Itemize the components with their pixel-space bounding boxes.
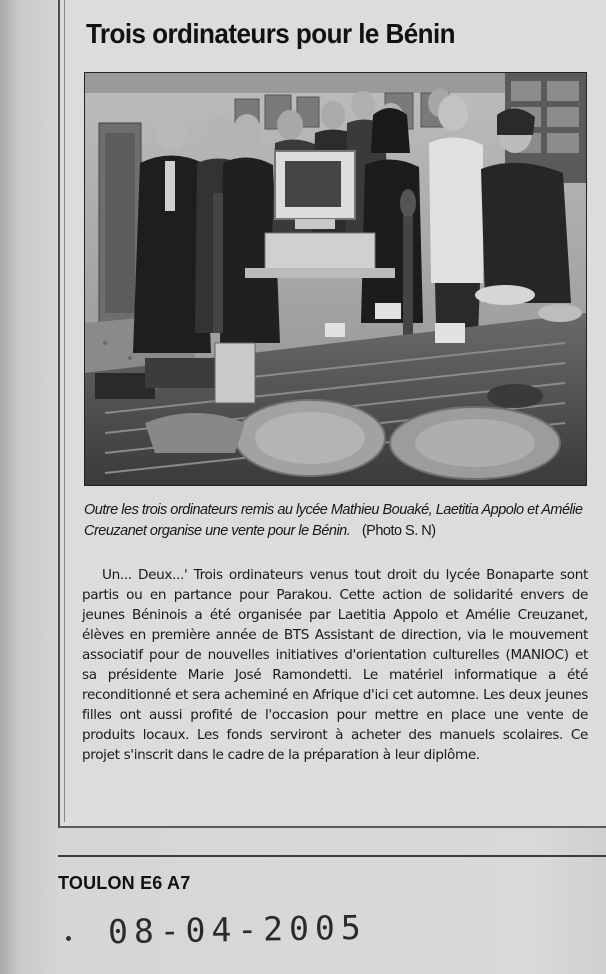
source-label: TOULON E6 A7 xyxy=(58,873,191,893)
article-headline: Trois ordinateurs pour le Bénin xyxy=(86,18,456,49)
article-photo xyxy=(84,72,587,486)
photo-caption xyxy=(84,500,589,542)
article-paragraph: Un... Deux...' Trois ordinateurs venus tout droit du lycée Bonaparte sont partis ou en partance pour Parakou. Cette action de solidarité envers de jeunes Béninois a été organisée par Laetitia Appolo et Amélie Creuzanet, élèves en première année de BTS Assistant de direction, via le mouvement associatif pour de nouvelles initiatives d'orientation culturelles (MANIOC) et sa présidente Marie José Ramondetti. Le matériel informatique a été reconditionné et sera acheminé en Afrique d'ici cet automne. Les deux jeunes filles ont aussi profité de l'occasion pour mettre en place une vente de produits locaux. Les fonds serviront à acheter des manuels scolaires. Ce projet s'inscrit dans le cadre de la préparation à leur diplôme. xyxy=(82,567,588,763)
photo-credit: (Photo S. N) xyxy=(361,523,436,539)
pen-dot xyxy=(66,936,71,941)
caption-text: Outre les trois ordinateurs remis au lycée Mathieu Bouaké, Laetitia Appolo et Amélie Creuzanet organise une vente pour le Bénin. xyxy=(84,502,583,539)
article-body xyxy=(82,565,588,765)
separator-rule xyxy=(58,855,606,857)
handwritten-date: 08-04-2005 xyxy=(107,907,368,952)
photo-illustration xyxy=(85,73,586,485)
